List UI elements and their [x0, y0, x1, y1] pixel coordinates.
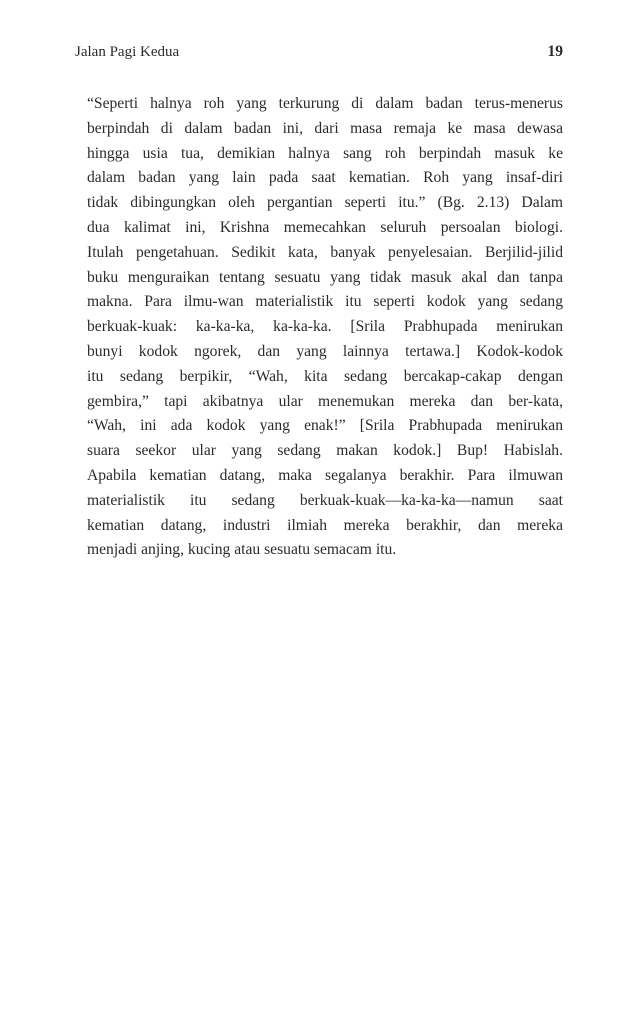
text-line: dalam badan yang lain pada saat kematian. Roh yang insaf-diri	[87, 169, 563, 187]
text-line: gembira,” tapi akibatnya ular menemukan mereka dan ber-kata,	[87, 392, 563, 410]
text-line: Itulah pengetahuan. Sedikit kata, banyak penyelesaian. Berjilid-jilid	[87, 243, 563, 261]
text-line: materialistik itu sedang berkuak-kuak—ka-ka-ka—namun saat	[87, 491, 563, 509]
text-line: menjadi anjing, kucing atau sesuatu semacam itu.	[87, 541, 397, 559]
text-line: suara seekor ular yang sedang makan kodok.] Bup! Habislah.	[87, 442, 563, 460]
text-line: Apabila kematian datang, maka segalanya berakhir. Para ilmuwan	[87, 466, 563, 484]
text-line: tidak dibingungkan oleh pergantian seperti itu.” (Bg. 2.13) Dalam	[87, 194, 563, 212]
text-line: “Wah, ini ada kodok yang enak!” [Srila Prabhupada menirukan	[87, 417, 563, 435]
text-line: makna. Para ilmu-wan materialistik itu seperti kodok yang sedang	[87, 293, 563, 311]
running-title: Jalan Pagi Kedua	[75, 44, 180, 60]
text-line: dua kalimat ini, Krishna memecahkan seluruh persoalan biologi.	[87, 218, 563, 236]
text-line: berpindah di dalam badan ini, dari masa remaja ke masa dewasa	[87, 119, 563, 137]
text-line: “Seperti halnya roh yang terkurung di dalam badan terus-menerus	[87, 95, 563, 112]
text-line: bunyi kodok ngorek, dan yang lainnya tertawa.] Kodok-kodok	[87, 342, 563, 360]
text-line: hingga usia tua, demikian halnya sang roh berpindah masuk ke	[87, 144, 563, 162]
text-line: itu sedang berpikir, “Wah, kita sedang bercakap-cakap dengan	[87, 367, 563, 385]
body-paragraph	[87, 92, 563, 563]
text-line: buku menguraikan tentang sesuatu yang tidak masuk akal dan tanpa	[87, 268, 563, 286]
text-line: kematian datang, industri ilmiah mereka berakhir, dan mereka	[87, 516, 563, 534]
text-line: berkuak-kuak: ka-ka-ka, ka-ka-ka. [Srila Prabhupada menirukan	[87, 318, 563, 336]
page-number: 19	[547, 43, 563, 60]
page-header	[75, 40, 563, 64]
